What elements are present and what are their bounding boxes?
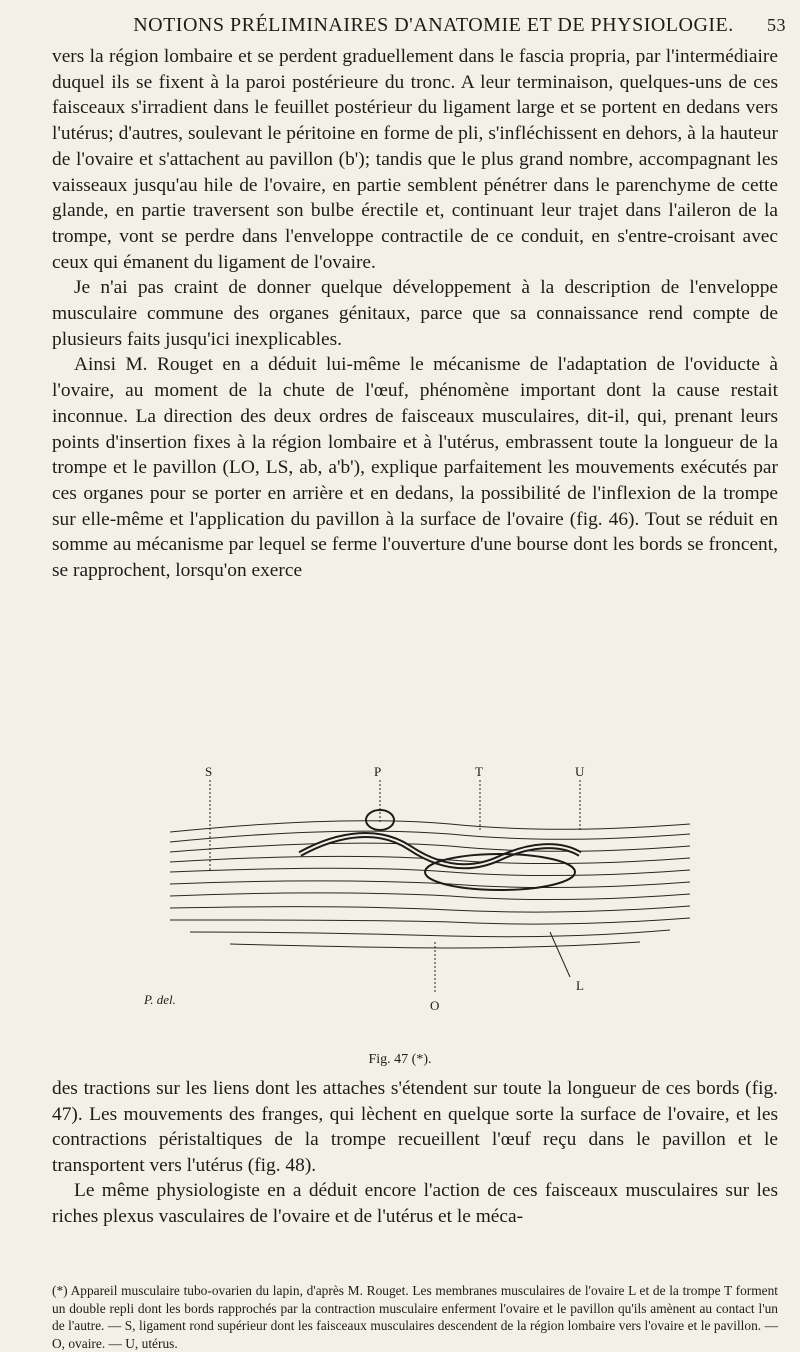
label-t: T [475, 764, 483, 779]
artist-signature: P. del. [144, 992, 176, 1007]
label-p: P [374, 764, 382, 779]
label-s: S [205, 764, 213, 779]
paragraph-3: Ainsi M. Rouget en a déduit lui-même le mécanisme de l'adaptation de l'oviducte à l'ovaire, au moment de la chute de l'œuf, phénomène important dont la cause restait inconnue. La direction des deux ordres de faisceaux musculaires, dit-il, qui, prenant leurs points d'insertion fixes à la région lombaire et à l'utérus, embrassent toute la longueur de la trompe et le pavillon (LO, LS, ab, a'b'), explique parfaitement les mouvements exécutés par ces organes pour se porter en arrière et en dedans, la possibilité de l'inflexion de la trompe sur elle-même et l'application du pavillon à la surface de l'ovaire (fig. 46). Tout se réduit en somme au mécanisme par lequel se ferme l'ouverture d'une bourse dont les bords se froncent, se rapprochent, lorsqu'on exerce [52, 354, 778, 582]
paragraph-4: des tractions sur les liens dont les attaches s'étendent sur toute la longueur de ces bords (fig. 47). Les mouvements des franges, qui lèchent en quelque sorte la surface de l'ovaire, et les contractions péristaltiques de la trompe recueillent l'œuf reçu dans le pavillon et le transportent vers l'utérus (fig. 48). [52, 1078, 778, 1176]
label-l: L [576, 978, 584, 993]
figure-47 [144, 762, 710, 1052]
membrane-hatching [170, 821, 690, 948]
running-title: NOTIONS PRÉLIMINAIRES D'ANATOMIE ET DE PHYSIOLOGIE. [133, 13, 734, 36]
figure-caption: Fig. 47 (*). [368, 1052, 432, 1067]
running-header [60, 8, 790, 42]
label-o: O [430, 998, 440, 1013]
paragraph-5: Le même physiologiste en a déduit encore l'action de ces faisceaux musculaires sur les riches plexus vasculaires de l'ovaire et de l'utérus et le méca- [52, 1180, 778, 1227]
page-number: 53 [767, 14, 786, 35]
label-u: U [575, 764, 585, 779]
main-text [52, 44, 778, 584]
footnote [52, 1282, 778, 1352]
main-text-continued [52, 1076, 778, 1230]
tubo-ovarian-illustration [144, 762, 710, 1022]
footnote-text: (*) Appareil musculaire tubo-ovarien du lapin, d'après M. Rouget. Les membranes musculaires de l'ovaire L et de la trompe T forment un double repli dont les bords rapprochés par la contraction musculaire enferment l'ovaire et le pavillon qu'ils amènent au contact l'un de l'autre. — S, ligament rond supérieur dont les faisceaux musculaires descendent de la région lombaire vers l'ovaire et le pavillon. — O, ovaire. — U, utérus. [52, 1283, 778, 1351]
paragraph-2: Je n'ai pas craint de donner quelque développement à la description de l'enveloppe musculaire commune des organes génitaux, parce que sa connaissance rend compte de plusieurs faits jusqu'ici inexplicables. [52, 277, 778, 350]
paragraph-1: vers la région lombaire et se perdent graduellement dans le fascia propria, par l'intermédiaire duquel ils se fixent à la paroi postérieure du tronc. A leur terminaison, quelques-uns de ces faisceaux s'irradient dans le feuillet postérieur du ligament large et se portent en dedans vers l'utérus; d'autres, soulevant le péritoine en forme de pli, s'infléchissent en dehors, à la hauteur de l'ovaire et s'attachent au pavillon (b'); tandis que le plus grand nombre, accompagnant les vaisseaux jusqu'au hile de l'ovaire, en partie semblent pénétrer dans le parenchyme de cette glande, en partie traversent son bulbe érectile et, continuant leur trajet dans l'aileron de la trompe, vont se perdre dans l'enveloppe contractile de ce conduit, en s'entre-croisant avec ceux qui émanent du ligament de l'ovaire. [52, 46, 778, 273]
